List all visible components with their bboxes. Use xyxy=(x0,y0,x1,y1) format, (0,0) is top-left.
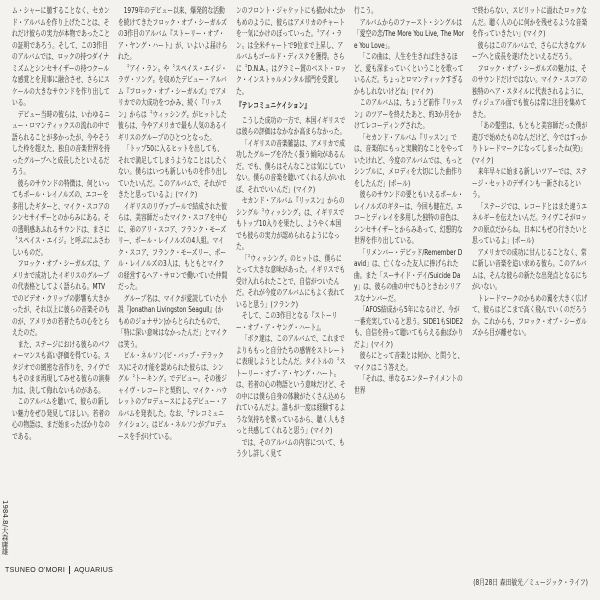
paragraph: アメリカでの成功に甘んじることなく、常に新しい音楽を追い求める彼ら。このアルバムは、そんな彼らの新たな出発点となるにちがいない。 xyxy=(472,247,588,291)
text-column-3-body xyxy=(236,5,346,460)
paragraph: セカンド・アルバム『リッスン』からのシングル〝ウィッシング〟は、イギリスでもトップ10入りを果たし、ようやく本国でも彼らの実力が認められるようになった。 xyxy=(236,196,345,251)
paragraph: 「イギリスの音楽雑誌は、アメリカで成功したグループを冷たく扱う傾向があるんだ。でも、僕らはそんなことは気にしていない。僕らの音楽を聴いてくれる人がいれば、それでいいんだ」(マイク) xyxy=(236,138,346,194)
paragraph: また、ステージにおける彼らのパフォーマンスも高い評価を得ている。スタジオでの緻密な音作りを、ライヴでもそのまま再現してみせる彼らの演奏力は、決して侮れないものがある。 xyxy=(12,339,110,395)
text-column-3 xyxy=(236,5,346,593)
article-footer xyxy=(472,577,588,591)
paragraph: 来年早々に始まる新しいツアーでは、ステージ・セットのデザインも一新されるという。 xyxy=(472,167,587,199)
paragraph: 「この曲は、人生を生きれば生きるほど、愛も深まっていくということを歌っているんだ。ちょっとロマンティックすぎるかもしれないけどね」(マイク) xyxy=(354,52,464,96)
paragraph: 行こう。 xyxy=(354,6,378,15)
paragraph: 彼らのサウンドの特徴は、何といってもポール・レイノルズの、エコーを多用したギターと、マイク・スコアのシンセサイザーとのからみにある。その透明感あふれるサウンドは、まさに〝スペイス・エイジ〟と呼ぶにふさわしいものだ。 xyxy=(12,178,110,257)
paragraph: 「ステージでは、レコードとはまた違うエネルギーを伝えたいんだ。ライヴこそがロックの原点だからね。日本にもぜひ行きたいと思っているよ」(ポール) xyxy=(472,201,588,245)
paragraph: 「セカンド・アルバム『リッスン』では、音楽的にもっと実験的なことをやっていたけれど、今度のアルバムでは、もっとシンプルに、メロディを大切にした曲作りをしたんだ」(ポール) xyxy=(354,132,464,188)
paragraph: 「リメンバー・デビッド/Remember David」は、亡くなった友人に捧げられた曲。また「スーサイド・デイ/Suicide Day」は、彼らの曲の中でもひときわシリアスなナンバーだ。 xyxy=(354,247,463,303)
paragraph: ビル・ネルソン(ビ・バップ・デラックス)にその才能を認められた彼らは、シングル〝トーキング〟でデビュー。その後ジャイヴ・レコードと契約し、マイク・ハウレットのプロデュースによるデビュー・アルバムを発表した。なお、〝テレコミュニケイション〟はビル・ネルソンがプロデュースを手がけている。 xyxy=(118,351,228,441)
paragraph: 「AFOS結成から5年になるけど、今が一番充実していると思う。SIDE1もSIDE2も、自信を持って聴いてもらえる曲ばかりだよ」(マイク) xyxy=(354,305,464,349)
credit-date-author: 1984.8/大森庸雄 xyxy=(1,500,9,555)
paragraph: そして、この3作目となる『ストーリー・オブ・ア・ヤング・ハート』。 xyxy=(236,311,338,332)
paragraph: 「トップ50に入るヒットを出しても、それで満足してしまうようなことはしたくない。僕らはいつも新しいものを作り出していたいんだ。このアルバムで、それができたと思っているよ」(マイク) xyxy=(118,144,228,199)
paragraph: イギリスのリヴァプールで結成された彼らは、美容師だったマイク・スコアを中心に、弟のアリ・スコア、フランク・モーズリー、ポール・レイノルズの4人組。マイク・スコア、フランク・モーズリー、ポール・レイノルズの3人は、もともとマイクの経営するヘア・サロンで働いていた仲間だった。 xyxy=(118,201,228,291)
text-column-2 xyxy=(118,5,228,593)
paragraph: アルバムからのファースト・シングルは「愛空の恋/The More You Live, The More You Love」。 xyxy=(354,17,464,50)
paragraph: では、そのアルバムの内容について、もう少し詳しく見て xyxy=(236,437,345,458)
paragraph: フロック・オブ・シーガルズの魅力は、そのサウンドだけではない。マイク・スコアの独特のヘア・スタイルに代表されるように、ヴィジュアル面でも彼らは常に注目を集めてきた。 xyxy=(472,63,587,119)
paragraph: こうした成功の一方で、本国イギリスでは彼らの評価はなかなか高まらなかった。 xyxy=(236,115,346,136)
paragraph: 彼らのサウンドの要ともいえるポール・レイノルズのギターは、今回も健在だ。エコーとディレイを多用した独特の音色は、シンセサイザーとからみあって、幻想的な世界を作り出している。 xyxy=(354,190,464,245)
credit-divider xyxy=(69,566,70,574)
paragraph: トレードマークのかもめの翼を大きく広げて、彼らはどこまで高く飛んでいくのだろうか。これからも、フロック・オブ・シーガルズから目が離せない。 xyxy=(472,293,588,337)
text-column-1-body xyxy=(12,5,110,442)
text-column-5-body xyxy=(472,5,588,339)
credit-label: AQUARIUS xyxy=(74,566,114,574)
text-column-4-body xyxy=(354,5,464,396)
paragraph: このアルバムを聴いて、彼らの新しい魅力をぜひ発見してほしい。若者の心の物語は、まだ始まったばかりなのである。 xyxy=(12,397,110,441)
paragraph: 「それは、単なるエンターテイメントの世界 xyxy=(354,374,463,395)
paragraph: フロック・オブ・シーガルズは、アメリカで成功したイギリスのグループの代表格としてよく語られる。MTVでのビデオ・クリップの影響も大きかったが、それ以上に彼らの音楽そのものが、アメリカの若者たちの心をとらえたのだ。 xyxy=(12,259,110,337)
text-column-2-body xyxy=(118,5,228,442)
paragraph: 「〝ウィッシング〟のヒットは、僕らにとって大きな意味があった。イギリスでも受け入れられたことで、自信がついたんだ。それが今度のアルバムにもよく表れていると思う」(フランク) xyxy=(236,253,346,309)
paragraph: 「ボク達は、このアルバムで、これまでよりももっと自分たちの感情をストレートに表現しようとしたんだ。タイトルの〝ストーリー・オブ・ア・ヤング・ハート〟は、若者の心の物語という意味だけど、その中には僕ら自身の体験がたくさん込められているんだよ。誰もが一度は経験するような気持ちを歌っているから、聴く人もきっと共感してくれると思う」(マイク) xyxy=(236,334,346,435)
paragraph: 「あの髪型は、もともと美容師だった僕が遊びで始めたものなんだけど、今ではすっかりトレードマークになってしまったね(笑)」(マイク) xyxy=(472,121,588,165)
paragraph: グループ名は、マイクが愛読していた小説『Jonathan Livingston Seagull』(かもめのジョナサン)からとられたもので、「特に深い意味はなかったんだ」とマイクは笑う。 xyxy=(118,293,228,349)
credit-line xyxy=(5,566,113,574)
paragraph: 1979年のデビュー以来、爆発的な活動を続けてきたフロック・オブ・シーガルズの3作目のアルバム『ストーリー・オブ・ア・ヤング・ハート』が、いよいよ届けられた。 xyxy=(118,6,228,61)
text-column-1 xyxy=(12,5,110,561)
paragraph: で終わらない、スピリットに溢れたロックなんだ。聴く人の心に何かを残せるような音楽を作っていきたい」(マイク) xyxy=(472,6,588,38)
paragraph: 彼らはこのアルバムで、さらに大きなグループへと成長を遂げたといえるだろう。 xyxy=(472,40,587,61)
paragraph: 彼らにとって音楽とは何か、と問うと、マイクはこう答えた。 xyxy=(354,351,464,372)
text-column-5 xyxy=(472,5,588,571)
article-footer-text: (8月28日 森田敏光／ミュージック・ライフ) xyxy=(473,578,588,587)
paragraph: ンのフロント・ジャケットにも描かれたかもめのように、彼らはアメリカのチャートを一気にかけのぼっていった。〝アイ・ラン〟は全米チャートで9位まで上昇し、アルバムもゴールド・ディスクを獲得。さらに〝D.N.A.〟はグラミー賞のベスト・ロック・インストゥルメンタル部門を受賞した。 xyxy=(236,6,346,96)
paragraph: デビュー当時の彼らは、いわゆるニュー・ロマンティックスの流れの中で語られることが多かったが、今やそうした枠を超えた、独自の音楽世界を持ったグループへと成長したといえるだろう。 xyxy=(12,109,110,176)
credit-author-roman: TSUNEO O'MORI xyxy=(5,566,66,574)
section-heading: 『テレコミュニケイション』 xyxy=(236,101,311,110)
paragraph: このアルバムは、ちょうど前作『リッスン』のツアーを終えたあと、約3か月をかけてレコーディングされた。 xyxy=(354,98,463,130)
text-column-4 xyxy=(354,5,464,593)
paragraph: 〝アイ・ラン〟や〝スペイス・エイジ・ラヴ・ソング〟を収めたデビュー・アルバム『フロック・オブ・シーガルズ』でアメリカでの大成功をつかみ、続く『リッスン』からは〝ウィッシング〟がヒットした彼らは、今やアメリカで最も人気のあるイギリスのグループのひとつとなった。 xyxy=(118,63,228,142)
paragraph: ム・シャーに臆することなく、セカンド・アルバムを作り上げたことは、それだけ彼らの実力が本物であったことの証明であろう。そして、この3作目のアルバムでは、ロックの持つダイナミズムとシンセサイザーの持つクールな感覚とを見事に融合させ、さらにスケールの大きなサウンドを作り出している。 xyxy=(12,6,110,107)
